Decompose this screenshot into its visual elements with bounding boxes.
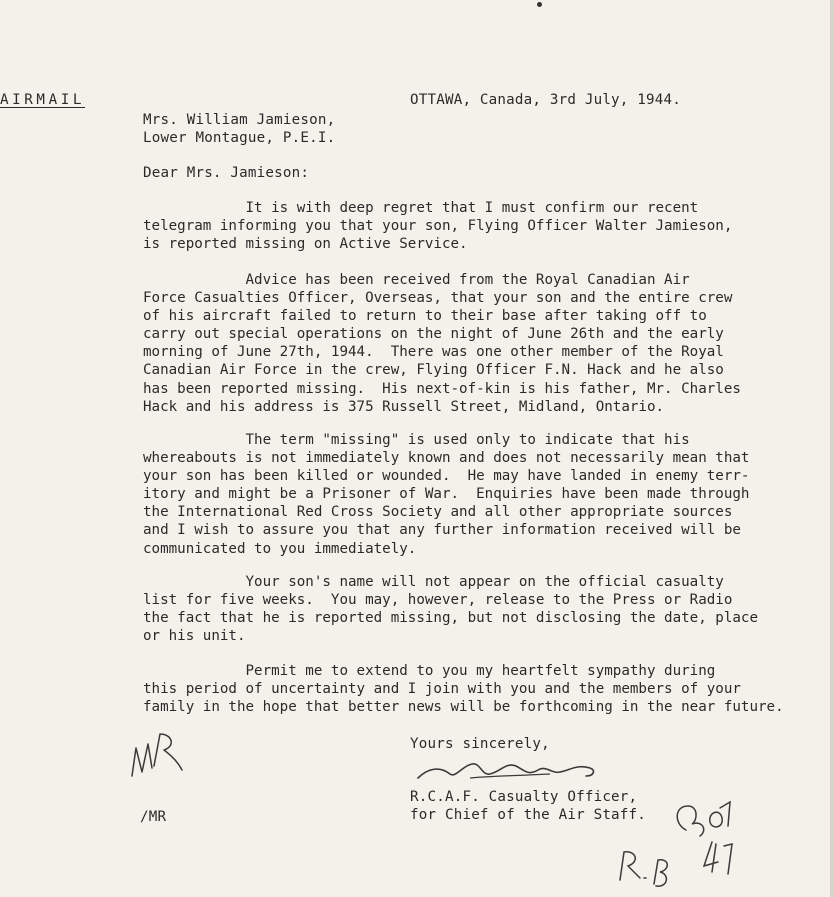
paragraph-line: your son has been killed or wounded. He may have landed in enemy terr- (143, 468, 750, 485)
paragraph-1 (143, 199, 803, 253)
page-edge-shadow (830, 0, 834, 897)
paragraph-line: or his unit. (143, 628, 246, 645)
paragraph-line: Permit me to extend to you my heartfelt sympathy during (143, 663, 716, 679)
signature-title-line: R.C.A.F. Casualty Officer, (410, 789, 638, 805)
paragraph-3 (143, 431, 803, 558)
typist-initials: /MR (140, 809, 167, 825)
paragraph-line: Canadian Air Force in the crew, Flying Officer F.N. Hack and he also (143, 362, 724, 379)
paragraph-line: list for five weeks. You may, however, release to the Press or Radio (143, 592, 733, 609)
paragraph-line: is reported missing on Active Service. (143, 236, 468, 253)
dateline: OTTAWA, Canada, 3rd July, 1944. (410, 92, 681, 108)
recipient-address-line: Mrs. William Jamieson, (143, 112, 336, 128)
salutation: Dear Mrs. Jamieson: (143, 165, 310, 181)
paragraph-line: Force Casualties Officer, Overseas, that your son and the entire crew (143, 290, 733, 307)
recipient-address-line: Lower Montague, P.E.I. (143, 130, 336, 146)
handwritten-signature (410, 752, 610, 788)
paragraph-5 (143, 662, 803, 716)
paragraph-line: Hack and his address is 375 Russell Street, Midland, Ontario. (143, 398, 665, 415)
paragraph-2 (143, 271, 803, 416)
paragraph-line: and I wish to assure you that any further information received will be (143, 522, 741, 539)
paragraph-line: of his aircraft failed to return to their base after taking off to (143, 308, 707, 325)
closing: Yours sincerely, (410, 736, 550, 752)
paragraph-line: Advice has been received from the Royal Canadian Air (143, 272, 690, 288)
paragraph-line: the International Red Cross Society and all other appropriate sources (143, 504, 733, 521)
paragraph-line: the fact that he is reported missing, but not disclosing the date, place (143, 610, 758, 627)
paragraph-4 (143, 573, 803, 645)
paragraph-line: family in the hope that better news will be forthcoming in the near future. (143, 699, 784, 716)
paragraph-line: The term "missing" is used only to indicate that his (143, 432, 690, 448)
handwritten-initials-left (126, 728, 190, 782)
paragraph-line: telegram informing you that your son, Flying Officer Walter Jamieson, (143, 218, 733, 235)
handwritten-annotation-bottom-right (612, 800, 752, 896)
paragraph-line: communicated to you immediately. (143, 540, 417, 557)
paragraph-line: morning of June 27th, 1944. There was one other member of the Royal (143, 344, 724, 361)
paragraph-line: carry out special operations on the night of June 26th and the early (143, 326, 724, 343)
paragraph-line: has been reported missing. His next-of-kin is his father, Mr. Charles (143, 380, 741, 397)
ink-speck (537, 2, 542, 7)
signature-title-line: for Chief of the Air Staff. (410, 807, 647, 823)
paragraph-line: It is with deep regret that I must confirm our recent (143, 200, 699, 216)
paragraph-line: itory and might be a Prisoner of War. Enquiries have been made through (143, 486, 750, 503)
paragraph-line: whereabouts is not immediately known and does not necessarily mean that (143, 450, 750, 467)
paragraph-line: Your son's name will not appear on the official casualty (143, 574, 724, 590)
airmail-label: AIRMAIL (0, 92, 85, 108)
paragraph-line: this period of uncertainty and I join with you and the members of your (143, 681, 741, 698)
